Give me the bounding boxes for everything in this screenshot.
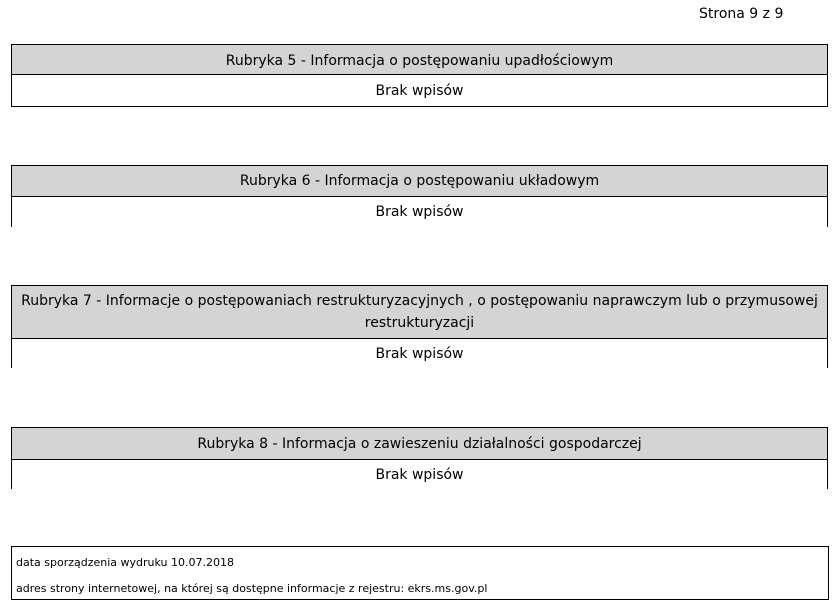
section-rubryka-8: [11, 427, 828, 489]
footer-box: [11, 546, 829, 600]
section-header: Rubryka 7 - Informacje o postępowaniach restrukturyzacyjnych , o postępowaniu naprawczym lub o przymusowej restrukturyzacji: [12, 286, 827, 339]
registry-website: adres strony internetowej, na której są dostępne informacje z rejestru: ekrs.ms.gov.pl: [16, 582, 488, 595]
section-body: Brak wpisów: [12, 339, 827, 368]
section-header: Rubryka 5 - Informacja o postępowaniu upadłościowym: [12, 45, 827, 75]
section-body: Brak wpisów: [12, 75, 827, 106]
section-body: Brak wpisów: [12, 460, 827, 489]
page-number: Strona 9 z 9: [699, 6, 784, 22]
section-rubryka-7: [11, 285, 828, 368]
print-date: data sporządzenia wydruku 10.07.2018: [16, 556, 235, 569]
section-rubryka-6: [11, 165, 828, 227]
section-body: Brak wpisów: [12, 197, 827, 227]
section-header: Rubryka 8 - Informacja o zawieszeniu działalności gospodarczej: [12, 428, 827, 460]
section-header: Rubryka 6 - Informacja o postępowaniu układowym: [12, 166, 827, 197]
section-rubryka-5: [11, 44, 828, 107]
